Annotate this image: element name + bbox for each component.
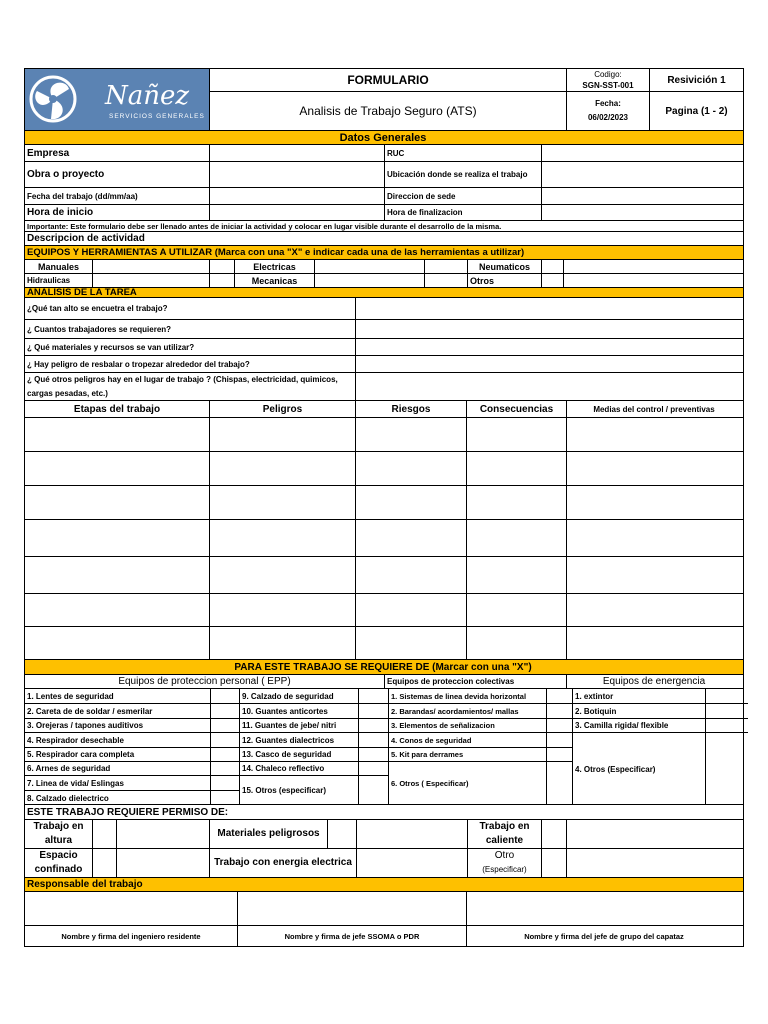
analysis-cell[interactable] bbox=[467, 557, 567, 593]
ubicacion-label: Ubicación donde se realiza el trabajo bbox=[385, 162, 542, 187]
analysis-cell[interactable] bbox=[467, 452, 567, 485]
requirement-item: 15. Otros (especificar) bbox=[242, 786, 327, 795]
requirement-item: 4. Respirador desechable bbox=[25, 733, 210, 748]
requirement-item: 2. Barandas/ acordamientos/ mallas bbox=[389, 704, 546, 719]
analisis-columns bbox=[25, 401, 743, 418]
analysis-cell[interactable] bbox=[467, 520, 567, 556]
answer-3[interactable] bbox=[356, 339, 741, 355]
analysis-row bbox=[25, 452, 743, 486]
analysis-cell[interactable] bbox=[356, 452, 467, 485]
direccion-label: Direccion de sede bbox=[385, 188, 542, 204]
row-fecha bbox=[25, 188, 743, 205]
answer-5[interactable] bbox=[356, 373, 741, 400]
col-consecuencias: Consecuencias bbox=[467, 401, 567, 417]
question-4: ¿ Hay peligro de resbalar o tropezar alrededor del trabajo? bbox=[25, 356, 356, 372]
requirement-item: 14. Chaleco reflectivo bbox=[240, 762, 358, 776]
permiso-header bbox=[25, 805, 743, 820]
direccion-field[interactable] bbox=[542, 188, 741, 204]
analysis-cell[interactable] bbox=[25, 486, 210, 519]
analysis-cell[interactable] bbox=[25, 594, 210, 626]
code-label: Codigo: bbox=[594, 70, 622, 79]
requirement-mark[interactable] bbox=[706, 733, 748, 805]
materiales-mark[interactable] bbox=[328, 820, 357, 848]
obra-field[interactable] bbox=[210, 162, 385, 187]
colectivo-marks bbox=[547, 689, 573, 804]
requirement-item: 3. Elementos de señalizacion bbox=[389, 719, 546, 733]
analysis-cell[interactable] bbox=[567, 594, 741, 626]
otros-label: Otros bbox=[468, 274, 542, 287]
requirement-item: 4. Conos de seguridad bbox=[389, 733, 546, 748]
analysis-cell[interactable] bbox=[356, 594, 467, 626]
question-row-4 bbox=[25, 356, 743, 373]
mecanicas-field[interactable] bbox=[315, 274, 425, 287]
equipos-title: EQUIPOS Y HERRAMIENTAS A UTILIZAR (Marca con una "X" e indicar cada una de las herramientas a utilizar) bbox=[27, 247, 525, 258]
permiso-row-1 bbox=[25, 820, 743, 849]
requirement-item: 1. Sistemas de linea devida horizontal bbox=[389, 689, 546, 704]
analysis-cell[interactable] bbox=[210, 486, 356, 519]
analysis-cell[interactable] bbox=[356, 557, 467, 593]
analysis-cell[interactable] bbox=[25, 627, 210, 659]
descripcion-label: Descripcion de actividad bbox=[27, 233, 145, 244]
electricas-field[interactable] bbox=[315, 260, 425, 273]
requirement-mark[interactable] bbox=[706, 704, 748, 719]
requirement-item: 5. Respirador cara completa bbox=[25, 748, 210, 762]
code-cell bbox=[567, 69, 649, 92]
equipos-row-1 bbox=[25, 260, 743, 274]
analysis-cell[interactable] bbox=[210, 452, 356, 485]
question-2: ¿ Cuantos trabajadores se requieren? bbox=[25, 320, 356, 338]
analysis-cell[interactable] bbox=[567, 452, 741, 485]
analysis-cell[interactable] bbox=[567, 486, 741, 519]
requirement-item: 1. Lentes de seguridad bbox=[25, 689, 210, 704]
requirement-mark[interactable] bbox=[547, 762, 572, 805]
permiso-energia: Trabajo con energia electrica bbox=[210, 849, 357, 877]
requirement-item: 5. Kit para derrames bbox=[389, 748, 546, 762]
col-medidas: Medias del control / preventivas bbox=[593, 404, 715, 414]
row-hora bbox=[25, 205, 743, 221]
analysis-cell[interactable] bbox=[25, 418, 210, 451]
date-value: 06/02/2023 bbox=[587, 113, 629, 122]
analysis-cell[interactable] bbox=[210, 594, 356, 626]
mecanicas-mark[interactable] bbox=[425, 274, 468, 287]
permiso-otro-cell bbox=[468, 849, 542, 877]
otros-field[interactable] bbox=[564, 274, 741, 287]
altura-mark[interactable] bbox=[93, 820, 117, 848]
logo-text: Nañez bbox=[105, 81, 190, 111]
code-block bbox=[567, 69, 650, 130]
analysis-row bbox=[25, 557, 743, 594]
row-importante bbox=[25, 221, 743, 232]
analysis-cell[interactable] bbox=[467, 594, 567, 626]
requirement-mark[interactable] bbox=[359, 776, 388, 805]
ruc-field[interactable] bbox=[542, 145, 741, 161]
electricas-label: Electricas bbox=[235, 260, 315, 273]
question-1: ¿Qué tan alto se encuetra el trabajo? bbox=[25, 298, 356, 319]
requirement-item: 6. Arnes de seguridad bbox=[25, 762, 210, 776]
obra-label: Obra o proyecto bbox=[25, 162, 210, 187]
requirement-item: 3. Orejeras / tapones auditivos bbox=[25, 719, 210, 733]
analysis-cell[interactable] bbox=[467, 418, 567, 451]
analysis-cell[interactable] bbox=[567, 557, 741, 593]
analysis-cell[interactable] bbox=[467, 486, 567, 519]
company-logo bbox=[25, 69, 210, 130]
code-value: SGN-SST-001 bbox=[582, 81, 634, 90]
equipos-row-2 bbox=[25, 274, 743, 288]
col-etapas: Etapas del trabajo bbox=[25, 401, 210, 417]
colectivo-list bbox=[389, 689, 547, 804]
requirement-mark[interactable] bbox=[211, 762, 239, 776]
firma-label-row bbox=[25, 926, 743, 947]
requirement-mark[interactable] bbox=[211, 733, 239, 748]
revision: Resivición 1 bbox=[650, 69, 743, 92]
requirement-mark[interactable] bbox=[547, 689, 572, 704]
analysis-row bbox=[25, 520, 743, 557]
analysis-cell[interactable] bbox=[210, 418, 356, 451]
equipos-header bbox=[25, 246, 743, 260]
colectivo-title: Equipos de proteccion colectivas bbox=[385, 675, 567, 688]
general-title: Datos Generales bbox=[339, 131, 427, 144]
caliente-field[interactable] bbox=[567, 820, 741, 848]
question-row-5 bbox=[25, 373, 743, 401]
requirement-item: 8. Calzado dielectrico bbox=[27, 793, 109, 803]
requirement-mark[interactable] bbox=[547, 733, 572, 748]
analysis-cell[interactable] bbox=[210, 627, 356, 659]
requirement-mark[interactable] bbox=[547, 704, 572, 719]
epp-b-list bbox=[240, 689, 359, 804]
permiso-row-2 bbox=[25, 849, 743, 878]
requiere-title: PARA ESTE TRABAJO SE REQUIERE DE (Marcar con una "X") bbox=[234, 661, 532, 673]
neumaticos-mark[interactable] bbox=[542, 260, 564, 273]
requirement-item: 12. Guantes dialectricos bbox=[240, 733, 358, 748]
date-cell bbox=[567, 92, 649, 130]
answer-1[interactable] bbox=[356, 298, 741, 319]
requirement-mark[interactable] bbox=[359, 733, 388, 748]
col-peligros: Peligros bbox=[210, 401, 356, 417]
question-row-3 bbox=[25, 339, 743, 356]
importante-note: Importante: Este formulario debe ser llenado antes de iniciar la actividad y colocar en lugar visible durante el desarrollo de la misma. bbox=[27, 221, 502, 231]
fecha-field[interactable] bbox=[210, 188, 385, 204]
firma-ssoma: Nombre y firma de jefe SSOMA o PDR bbox=[238, 926, 467, 946]
analysis-row bbox=[25, 486, 743, 520]
analysis-row bbox=[25, 594, 743, 627]
requirement-item: 9. Calzado de seguridad bbox=[240, 689, 358, 704]
revision-block bbox=[650, 69, 743, 130]
epp-title: Equipos de proteccion personal ( EPP) bbox=[25, 675, 385, 688]
neumaticos-label: Neumaticos bbox=[468, 260, 542, 273]
otro-mark[interactable] bbox=[542, 849, 567, 877]
otros-mark[interactable] bbox=[542, 274, 564, 287]
emergencia-marks bbox=[706, 689, 748, 804]
firma-ingeniero: Nombre y firma del ingeniero residente bbox=[25, 926, 238, 946]
permiso-otro: Otro bbox=[494, 850, 515, 861]
requirement-mark[interactable] bbox=[359, 719, 388, 733]
analysis-cell[interactable] bbox=[356, 418, 467, 451]
general-header bbox=[25, 131, 743, 145]
row-empresa bbox=[25, 145, 743, 162]
date-label: Fecha: bbox=[595, 99, 621, 108]
title-block bbox=[210, 69, 567, 130]
analysis-row bbox=[25, 418, 743, 452]
analisis-title: ANALISIS DE LA TAREA bbox=[27, 288, 137, 297]
analysis-cell[interactable] bbox=[567, 418, 741, 451]
analysis-rows bbox=[25, 418, 743, 660]
neumaticos-field[interactable] bbox=[564, 260, 741, 273]
analysis-cell[interactable] bbox=[467, 627, 567, 659]
requirement-item: 2. Botiquin bbox=[573, 704, 705, 719]
manuales-mark[interactable] bbox=[210, 260, 235, 273]
requiere-header bbox=[25, 660, 743, 675]
firma-space-3[interactable] bbox=[467, 892, 741, 925]
header bbox=[25, 69, 743, 131]
requirement-item: 6. Otros ( Especificar) bbox=[391, 779, 469, 788]
hidraulicas-label: Hidraulicas bbox=[25, 274, 93, 287]
permiso-altura: Trabajo en altura bbox=[25, 820, 93, 848]
ruc-label: RUC bbox=[385, 145, 542, 161]
requirement-mark[interactable] bbox=[359, 762, 388, 776]
empresa-label: Empresa bbox=[25, 145, 210, 161]
requirement-item: 10. Guantes anticortes bbox=[240, 704, 358, 719]
question-row-2 bbox=[25, 320, 743, 339]
analisis-header bbox=[25, 288, 743, 298]
epp-a-marks bbox=[211, 689, 240, 804]
requirement-mark[interactable] bbox=[211, 689, 239, 704]
requirement-mark[interactable] bbox=[359, 748, 388, 762]
requirement-mark[interactable] bbox=[706, 689, 748, 704]
manuales-label: Manuales bbox=[25, 260, 93, 273]
mecanicas-label: Mecanicas bbox=[235, 274, 315, 287]
answer-2[interactable] bbox=[356, 320, 741, 338]
firma-space-row bbox=[25, 892, 743, 926]
emergencia-title: Equipos de energencia bbox=[602, 676, 706, 687]
hora-inicio-field[interactable] bbox=[210, 205, 385, 220]
form-title: FORMULARIO bbox=[210, 69, 566, 92]
requirement-mark[interactable] bbox=[211, 748, 239, 762]
empresa-field[interactable] bbox=[210, 145, 385, 161]
hidraulicas-field[interactable] bbox=[93, 274, 210, 287]
form-subtitle: Analisis de Trabajo Seguro (ATS) bbox=[299, 104, 477, 118]
requirement-mark[interactable] bbox=[211, 791, 239, 805]
col-riesgos: Riesgos bbox=[356, 401, 467, 417]
question-5: ¿ Qué otros peligros hay en el lugar de trabajo ? (Chispas, electricidad, quimicos, cargas pesadas, etc.) bbox=[25, 373, 356, 400]
requirement-mark[interactable] bbox=[547, 719, 572, 733]
requirement-item: 13. Casco de seguridad bbox=[240, 748, 358, 762]
page-number: Pagina (1 - 2) bbox=[665, 105, 728, 117]
analysis-cell[interactable] bbox=[25, 452, 210, 485]
requirement-item: 3. Camilla rigida/ flexible bbox=[573, 719, 705, 733]
requirement-item: 4. Otros (Especificar) bbox=[575, 764, 656, 774]
permiso-caliente: Trabajo en caliente bbox=[468, 820, 542, 848]
requirement-mark[interactable] bbox=[211, 719, 239, 733]
firma-space-1[interactable] bbox=[25, 892, 238, 925]
requirement-item: 11. Guantes de jebe/ nitri bbox=[240, 719, 358, 733]
requiere-grid bbox=[25, 689, 743, 805]
firma-capataz: Nombre y firma del jefe de grupo del capataz bbox=[524, 931, 684, 941]
permiso-confinado: Espacio confinado bbox=[25, 849, 93, 877]
responsable-title: Responsable del trabajo bbox=[27, 879, 143, 890]
electricas-mark[interactable] bbox=[425, 260, 468, 273]
requirement-mark[interactable] bbox=[211, 704, 239, 719]
analysis-row bbox=[25, 627, 743, 660]
epp-a-list bbox=[25, 689, 211, 804]
question-row-1 bbox=[25, 298, 743, 320]
manuales-field[interactable] bbox=[93, 260, 210, 273]
analysis-cell[interactable] bbox=[25, 520, 210, 556]
analysis-cell[interactable] bbox=[567, 520, 741, 556]
energia-field[interactable] bbox=[357, 849, 468, 877]
responsable-header bbox=[25, 878, 743, 892]
question-3: ¿ Qué materiales y recursos se van utilizar? bbox=[25, 339, 356, 355]
ubicacion-field[interactable] bbox=[542, 162, 741, 187]
fecha-label: Fecha del trabajo (dd/mm/aa) bbox=[25, 188, 210, 204]
emergencia-list bbox=[573, 689, 706, 804]
requirement-mark[interactable] bbox=[359, 689, 388, 704]
analysis-cell[interactable] bbox=[356, 486, 467, 519]
requirement-item: 1. extintor bbox=[573, 689, 705, 704]
materiales-field[interactable] bbox=[357, 820, 468, 848]
permiso-title: ESTE TRABAJO REQUIERE PERMISO DE: bbox=[27, 806, 229, 818]
requirement-item: 7. Linea de vida/ Eslingas bbox=[25, 776, 210, 791]
answer-4[interactable] bbox=[356, 356, 741, 372]
permiso-materiales: Materiales peligrosos bbox=[210, 820, 328, 848]
epp-b-marks bbox=[359, 689, 389, 804]
row-obra bbox=[25, 162, 743, 188]
hora-inicio-label: Hora de inicio bbox=[25, 205, 210, 220]
confinado-field[interactable] bbox=[117, 849, 210, 877]
permiso-especificar: (Especificar) bbox=[482, 865, 527, 874]
analysis-cell[interactable] bbox=[356, 627, 467, 659]
altura-field[interactable] bbox=[117, 820, 210, 848]
confinado-mark[interactable] bbox=[93, 849, 117, 877]
requiere-subheaders bbox=[25, 675, 743, 689]
requirement-item: 2. Careta de de soldar / esmerilar bbox=[25, 704, 210, 719]
hora-fin-field[interactable] bbox=[542, 205, 741, 220]
otro-field[interactable] bbox=[567, 849, 741, 877]
requirement-mark[interactable] bbox=[359, 704, 388, 719]
requirement-mark[interactable] bbox=[706, 719, 748, 733]
firma-space-2[interactable] bbox=[238, 892, 467, 925]
analysis-cell[interactable] bbox=[210, 520, 356, 556]
analysis-cell[interactable] bbox=[567, 627, 741, 659]
logo-subtext: SERVICIOS GENERALES bbox=[109, 113, 205, 120]
hora-fin-label: Hora de finalizacion bbox=[385, 205, 542, 220]
caliente-mark[interactable] bbox=[542, 820, 567, 848]
requirement-mark[interactable] bbox=[547, 748, 572, 762]
analysis-cell[interactable] bbox=[25, 557, 210, 593]
row-descripcion bbox=[25, 232, 743, 246]
analysis-cell[interactable] bbox=[356, 520, 467, 556]
ats-form bbox=[24, 68, 744, 947]
hidraulicas-mark[interactable] bbox=[210, 274, 235, 287]
analysis-cell[interactable] bbox=[210, 557, 356, 593]
requirement-mark[interactable] bbox=[211, 776, 239, 791]
